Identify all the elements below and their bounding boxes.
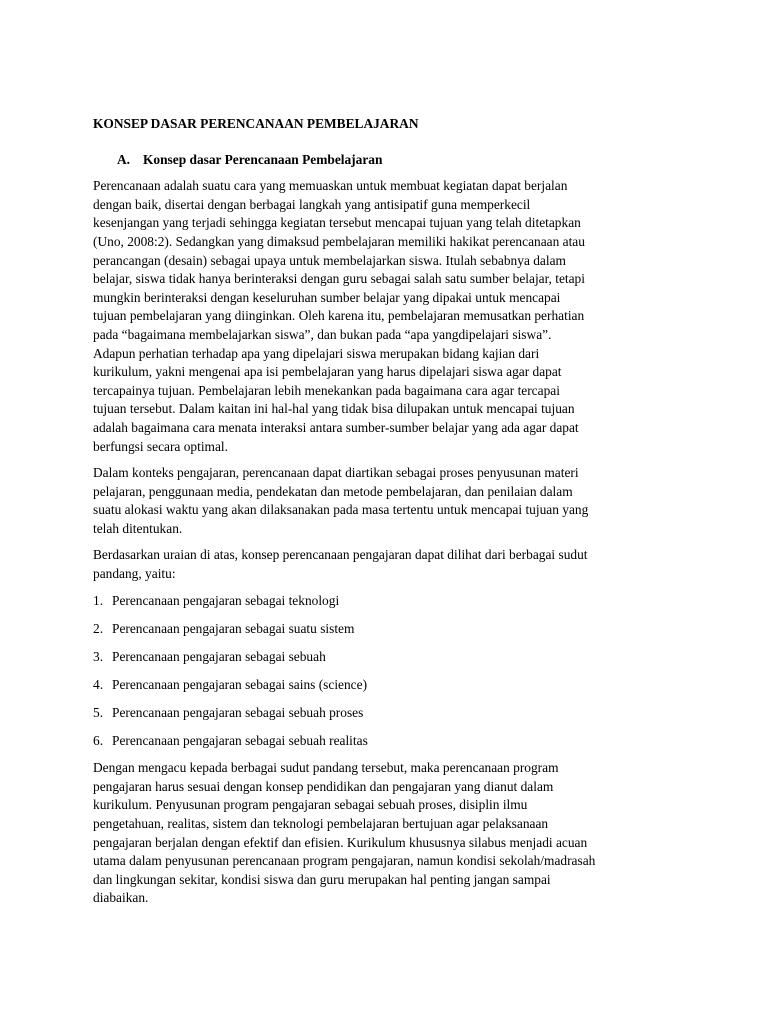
- paragraph-line: tujuan tersebut. Dalam kaitan ini hal-hal yang tidak bisa dilupakan untuk mencapai tujuan: [93, 401, 575, 417]
- paragraph-line: diabaikan.: [93, 890, 149, 906]
- list-item-number: 6.: [93, 732, 104, 748]
- list-item-number: 3.: [93, 648, 104, 664]
- paragraph-line: perancangan (desain) sebagai upaya untuk membelajarkan siswa. Itulah sebabnya dalam: [93, 252, 566, 268]
- paragraph-line: telah ditentukan.: [93, 520, 183, 536]
- list-item-number: 4.: [93, 676, 104, 692]
- paragraph-line: suatu alokasi waktu yang akan dilaksanakan pada masa tertentu untuk mencapai tujuan yang: [93, 502, 589, 518]
- paragraph-line: utama dalam penyusunan perencanaan program pengajaran, namun kondisi sekolah/madrasah: [93, 853, 596, 869]
- list-item: [93, 620, 673, 639]
- list-item-number: 2.: [93, 620, 104, 636]
- paragraph-line: pada “bagaimana membelajarkan siswa”, dan bukan pada “apa yangdipelajari siswa”.: [93, 326, 552, 342]
- section-title: Konsep dasar Perencanaan Pembelajaran: [143, 151, 383, 167]
- list-item-text: Perencanaan pengajaran sebagai sebuah proses: [112, 704, 364, 720]
- paragraph-line: mungkin berinteraksi dengan keseluruhan sumber belajar yang dipakai untuk mencapai: [93, 289, 561, 305]
- list-item-number: 5.: [93, 704, 104, 720]
- document-title: KONSEP DASAR PERENCANAAN PEMBELAJARAN: [93, 116, 419, 131]
- paragraph-line: Dengan mengacu kepada berbagai sudut pandang tersebut, maka perencanaan program: [93, 760, 559, 776]
- paragraph-line: kesenjangan yang terjadi sehingga kegiatan tersebut mencapai tujuan yang telah ditetapkan: [93, 215, 581, 231]
- document-body: [93, 115, 673, 916]
- paragraph-line: pengajaran harus sesuai dengan konsep pendidikan dan pengajaran yang dianut dalam: [93, 778, 554, 794]
- list-item: [93, 704, 673, 723]
- paragraph-line: tercapainya tujuan. Pembelajaran lebih menekankan pada bagaimana cara agar tercapai: [93, 382, 560, 398]
- list-item-text: Perencanaan pengajaran sebagai teknologi: [112, 592, 340, 608]
- list-item: [93, 732, 673, 751]
- list-item-text: Perencanaan pengajaran sebagai sebuah realitas: [112, 732, 368, 748]
- paragraph-line: tujuan pembelajaran yang diinginkan. Oleh karena itu, pembelajaran memusatkan perhatian: [93, 308, 585, 324]
- paragraph-line: belajar, siswa tidak hanya berinteraksi dengan guru sebagai salah satu sumber belajar, tetapi: [93, 271, 585, 287]
- paragraph-line: Adapun perhatian terhadap apa yang dipelajari siswa merupakan bidang kajian dari: [93, 345, 540, 361]
- paragraph-line: Berdasarkan uraian di atas, konsep perencanaan pengajaran dapat dilihat dari berbagai sudut: [93, 547, 588, 563]
- paragraph-context: [93, 464, 673, 538]
- section-heading: [93, 151, 673, 170]
- paragraph-line: pelajaran, penggunaan media, pendekatan dan metode pembelajaran, dan penilaian dalam: [93, 483, 573, 499]
- paragraph-closing: [93, 759, 673, 908]
- paragraph-intro: [93, 177, 673, 456]
- list-item-text: Perencanaan pengajaran sebagai sains (science): [112, 676, 368, 692]
- viewpoint-list: [93, 592, 673, 751]
- paragraph-line: berfungsi secara optimal.: [93, 438, 228, 454]
- paragraph-line: dan lingkungan sekitar, kondisi siswa dan guru merupakan hal penting jangan sampai: [93, 871, 551, 887]
- list-item-text: Perencanaan pengajaran sebagai sebuah: [112, 648, 326, 664]
- paragraph-line: (Uno, 2008:2). Sedangkan yang dimaksud pembelajaran memiliki hakikat perencanaan atau: [93, 233, 585, 249]
- paragraph-line: kurikulum, yakni mengenai apa isi pembelajaran yang harus dipelajari siswa agar dapat: [93, 364, 562, 380]
- paragraph-line: Dalam konteks pengajaran, perencanaan dapat diartikan sebagai proses penyusunan materi: [93, 465, 579, 481]
- paragraph-line: dengan baik, disertai dengan berbagai langkah yang antisipatif guna memperkecil: [93, 196, 531, 212]
- paragraph-line: kurikulum. Penyusunan program pengajaran sebagai sebuah proses, disiplin ilmu: [93, 797, 528, 813]
- paragraph-line: Perencanaan adalah suatu cara yang memuaskan untuk membuat kegiatan dapat berjalan: [93, 178, 568, 194]
- paragraph-line: pandang, yaitu:: [93, 566, 176, 582]
- paragraph-viewpoints: [93, 546, 673, 583]
- section-letter: A.: [117, 151, 131, 167]
- paragraph-line: pengajaran berjalan dengan efektif dan efisien. Kurikulum khususnya silabus menjadi acuan: [93, 834, 588, 850]
- list-item-text: Perencanaan pengajaran sebagai suatu sistem: [112, 620, 355, 636]
- list-item-number: 1.: [93, 592, 104, 608]
- list-item: [93, 648, 673, 667]
- paragraph-line: adalah bagaimana cara menata interaksi antara sumber-sumber belajar yang ada agar dapat: [93, 419, 579, 435]
- list-item: [93, 676, 673, 695]
- paragraph-line: pengetahuan, realitas, sistem dan teknologi pembelajaran bertujuan agar pelaksanaan: [93, 815, 549, 831]
- list-item: [93, 592, 673, 611]
